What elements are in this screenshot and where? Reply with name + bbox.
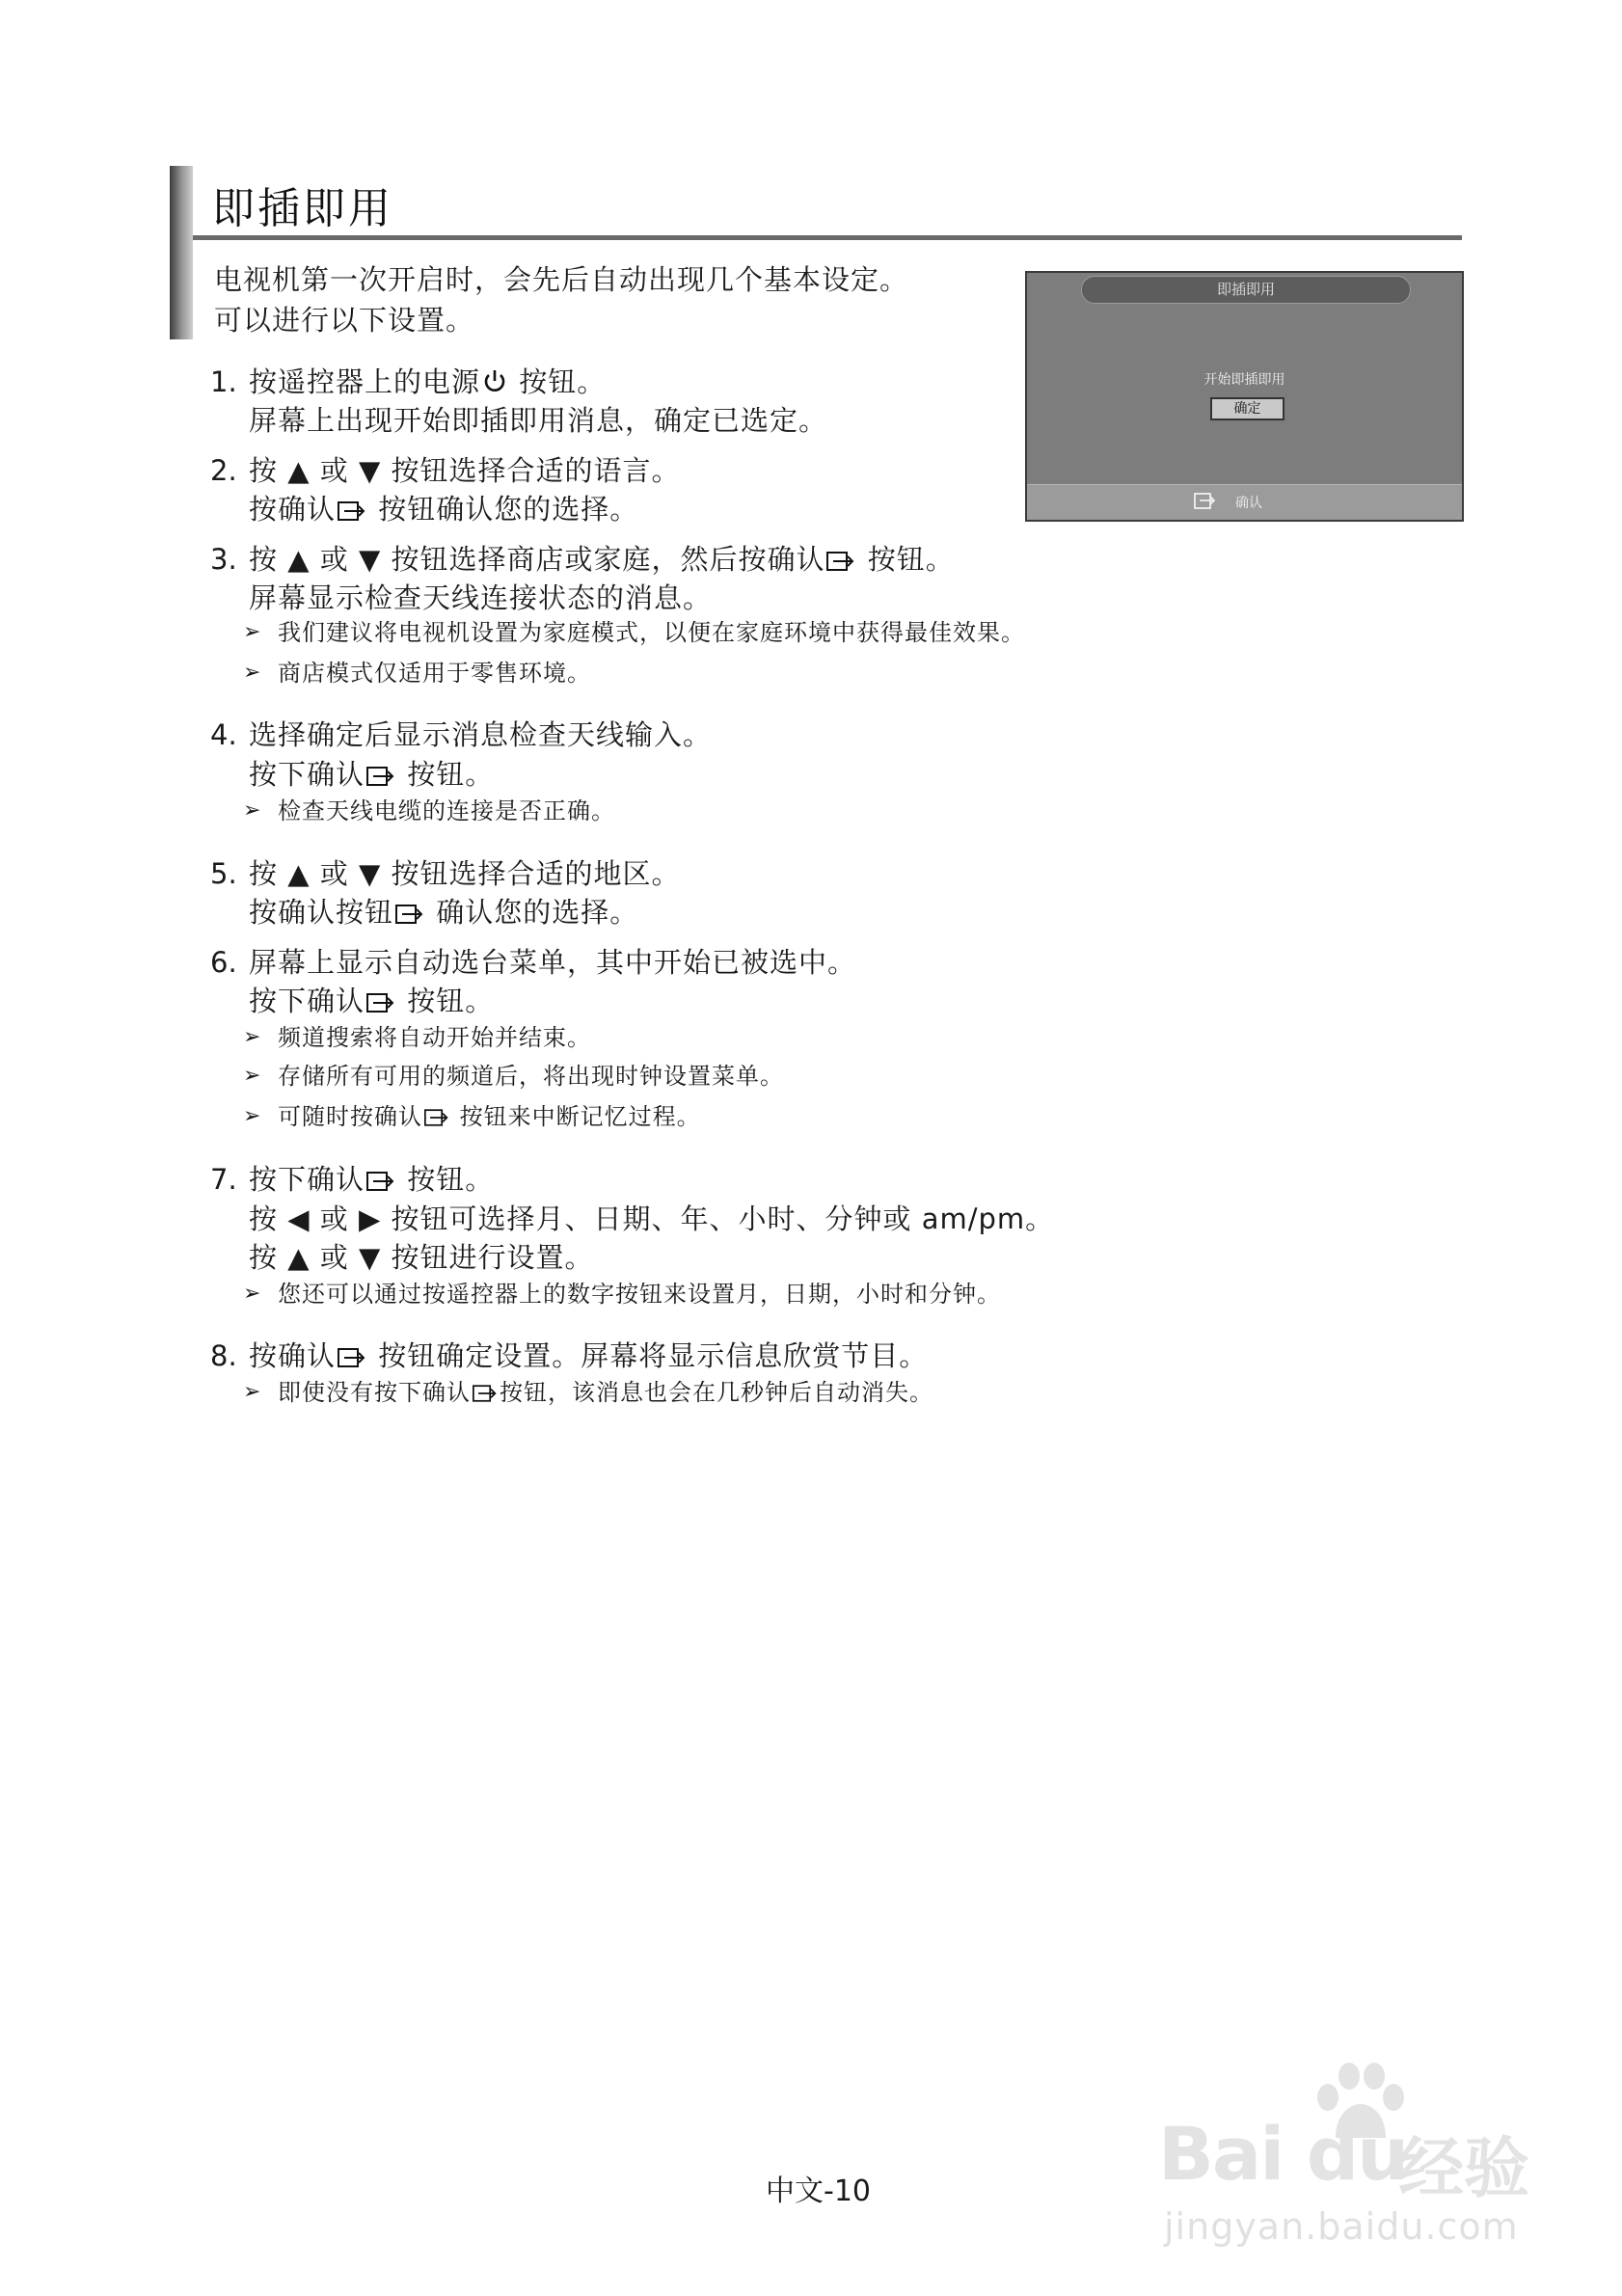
step-2-line-2: [249, 492, 638, 527]
note-text: [278, 1377, 933, 1408]
step-7-line-3: 按 ▲ 或 ▼ 按钮进行设置。: [249, 1241, 594, 1274]
step-number: 6.: [210, 946, 237, 979]
step-text: 按钮。: [857, 543, 955, 576]
watermark-url: jingyan.baidu.com: [1164, 2205, 1519, 2248]
step-number: 8.: [210, 1339, 237, 1372]
osd-screenshot: [1025, 271, 1464, 522]
note-bullet: ➢: [243, 798, 261, 823]
step-5-line-1: 按 ▲ 或 ▼ 按钮选择合适的地区。: [249, 857, 681, 890]
step-number: 3.: [210, 543, 237, 576]
enter-icon: [395, 904, 424, 925]
step-text: 按钮。: [397, 758, 495, 791]
step-7-line-2: 按 ◀ 或 ▶ 按钮可选择月、日期、年、小时、分钟或 am/pm。: [249, 1202, 1055, 1235]
osd-title: 即插即用: [1081, 276, 1411, 304]
note-bullet: ➢: [243, 1025, 261, 1049]
step-text: 按钮确定设置。屏幕将显示信息欣赏节目。: [368, 1339, 929, 1372]
note-text-part: 按钮，该消息也会在几秒钟后自动消失。: [500, 1379, 933, 1406]
note-bullet: ➢: [243, 620, 261, 644]
step-text: 按钮确认您的选择。: [368, 493, 639, 526]
step-text: 按下确认: [249, 758, 365, 791]
step-text: 按钮。: [397, 985, 495, 1017]
step-number: 2.: [210, 454, 237, 487]
enter-icon: [1194, 493, 1217, 510]
step-6-line-2: [249, 984, 494, 1018]
enter-icon: [826, 551, 855, 572]
intro-line-1: 电视机第一次开启时，会先后自动出现几个基本设定。: [214, 263, 909, 296]
step-7-line-1: [249, 1162, 494, 1197]
note-text: 存储所有可用的频道后，将出现时钟设置菜单。: [278, 1063, 784, 1090]
note-text: 您还可以通过按遥控器上的数字按钮来设置月，日期，小时和分钟。: [278, 1281, 1001, 1308]
step-text: 按遥控器上的电源: [249, 365, 481, 398]
note-text: 我们建议将电视机设置为家庭模式，以便在家庭环境中获得最佳效果。: [278, 619, 1025, 646]
heading-accent-bar: [170, 166, 193, 339]
step-number: 5.: [210, 857, 237, 890]
step-text: 按下确认: [249, 985, 365, 1017]
step-8-line-1: [249, 1338, 928, 1373]
step-text: 按确认: [249, 493, 337, 526]
enter-icon: [366, 992, 395, 1013]
note-bullet: ➢: [243, 1282, 261, 1306]
step-text: 按确认按钮: [249, 896, 394, 929]
note-bullet: ➢: [243, 1104, 261, 1128]
note-text: [278, 1101, 701, 1132]
step-3-line-1: [249, 542, 955, 577]
step-number: 1.: [210, 365, 237, 398]
step-5-line-2: [249, 895, 638, 930]
osd-footer-label: 确认: [1235, 496, 1262, 511]
step-1-line-1: [249, 365, 606, 399]
note-bullet: ➢: [243, 1380, 261, 1404]
step-text: 按钮。: [509, 365, 607, 398]
watermark-brand: Bai du: [1158, 2111, 1408, 2197]
step-1-line-2: 屏幕上出现开始即插即用消息，确定已选定。: [249, 404, 828, 437]
note-bullet: ➢: [243, 661, 261, 685]
step-2-line-1: 按 ▲ 或 ▼ 按钮选择合适的语言。: [249, 454, 681, 487]
step-text: 按 ▲ 或 ▼ 按钮选择商店或家庭，然后按确认: [249, 543, 825, 576]
step-text: 按下确认: [249, 1163, 365, 1196]
watermark-brand-cn: 经验: [1398, 2131, 1530, 2207]
step-text: 按确认: [249, 1339, 337, 1372]
osd-message: 开始即插即用: [1203, 372, 1285, 388]
step-4-line-1: 选择确定后显示消息检查天线输入。: [249, 718, 713, 751]
enter-icon: [473, 1384, 498, 1403]
note-text-part: 按钮来中断记忆过程。: [451, 1103, 701, 1130]
note-text-part: 即使没有按下确认: [278, 1379, 471, 1406]
page-number: 中文-10: [766, 2174, 871, 2208]
enter-icon: [366, 1171, 395, 1192]
step-4-line-2: [249, 757, 494, 792]
note-text: 检查天线电缆的连接是否正确。: [278, 797, 615, 824]
note-text-part: 可随时按确认: [278, 1103, 422, 1130]
step-text: 确认您的选择。: [426, 896, 639, 929]
enter-icon: [366, 766, 395, 787]
step-text: 按钮。: [397, 1163, 495, 1196]
step-number: 7.: [210, 1163, 237, 1196]
osd-footer: [1027, 484, 1462, 520]
note-bullet: ➢: [243, 1064, 261, 1088]
enter-icon: [338, 500, 366, 522]
note-text: 商店模式仅适用于零售环境。: [278, 660, 591, 687]
heading-rule: [193, 235, 1462, 240]
note-text: 频道搜索将自动开始并结束。: [278, 1024, 591, 1051]
osd-ok-button[interactable]: 确定: [1210, 397, 1284, 420]
page-title: 即插即用: [212, 184, 393, 233]
enter-icon: [338, 1347, 366, 1368]
step-number: 4.: [210, 718, 237, 751]
intro-line-2: 可以进行以下设置。: [214, 304, 475, 337]
step-6-line-1: 屏幕上显示自动选台菜单，其中开始已被选中。: [249, 946, 857, 979]
step-3-line-2: 屏幕显示检查天线连接状态的消息。: [249, 581, 713, 614]
enter-icon: [424, 1108, 449, 1127]
power-icon: [482, 367, 507, 394]
